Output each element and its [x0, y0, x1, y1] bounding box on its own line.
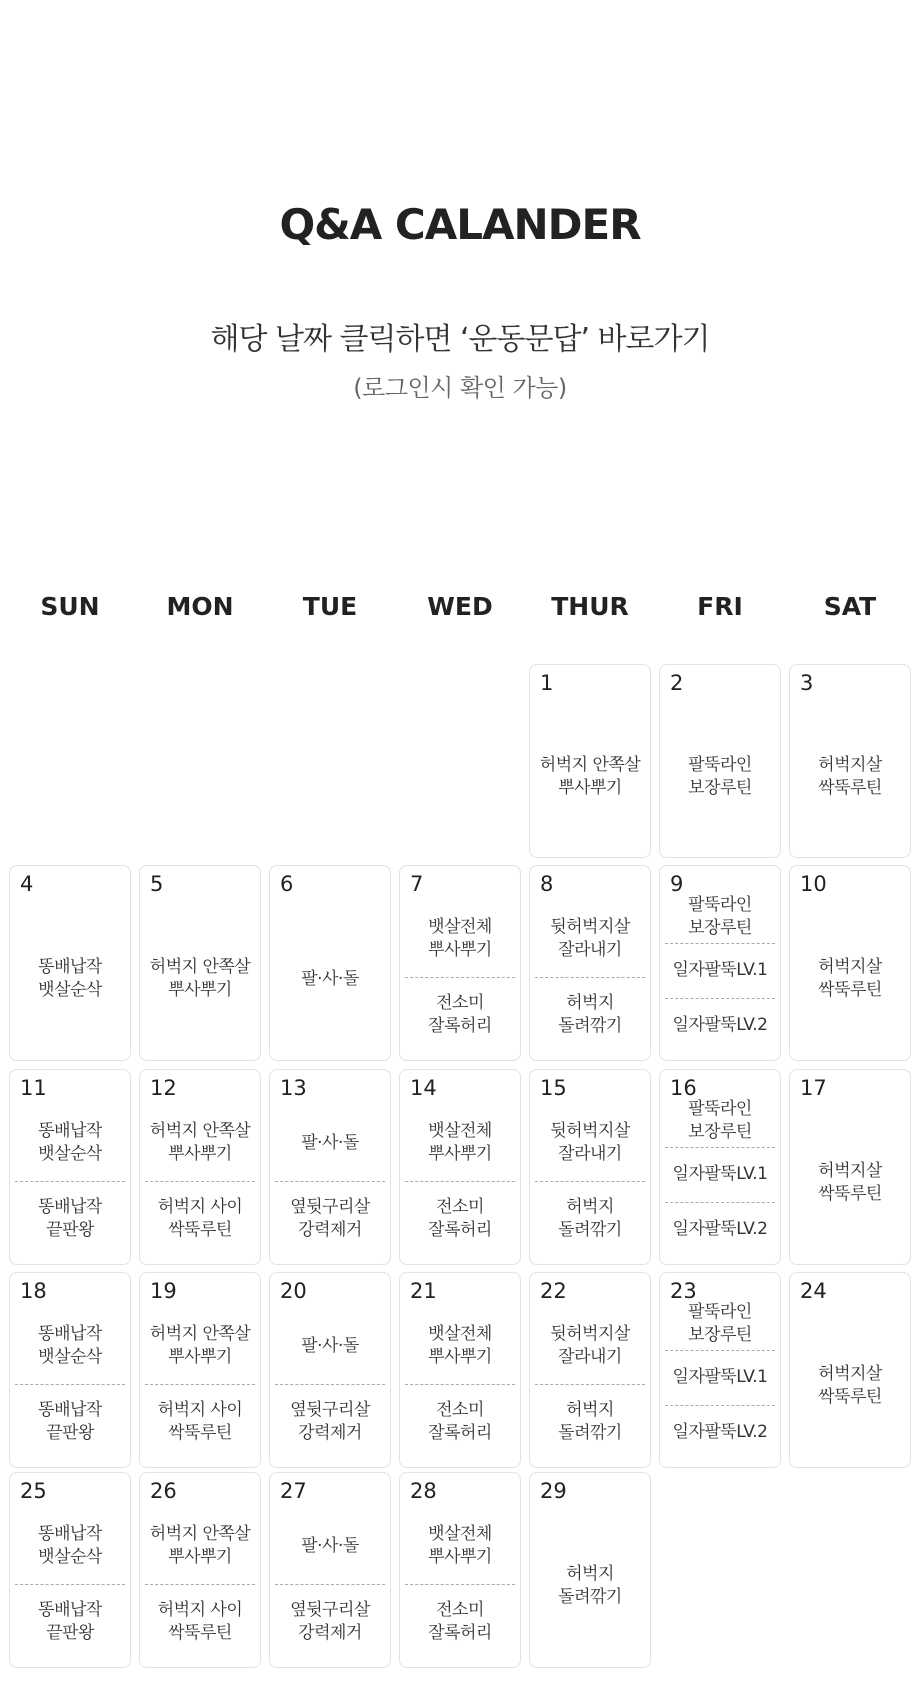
workout-list: [535, 1106, 645, 1256]
workout-list: [15, 1309, 125, 1459]
weekday-sun: SUN: [40, 592, 100, 621]
workout-list: [145, 1509, 255, 1659]
day-number: 12: [150, 1076, 177, 1100]
calendar-day-11[interactable]: [9, 1069, 131, 1265]
page-title: Q&A CALANDER: [279, 200, 641, 249]
calendar-day-4[interactable]: [9, 865, 131, 1061]
day-number: 27: [280, 1479, 307, 1503]
day-number: 28: [410, 1479, 437, 1503]
day-number: 26: [150, 1479, 177, 1503]
day-number: 20: [280, 1279, 307, 1303]
weekday-wed: WED: [427, 592, 493, 621]
workout-list: [405, 1309, 515, 1459]
day-number: 4: [20, 872, 34, 896]
workout-link[interactable]: 똥배납작 끝판왕: [15, 1181, 125, 1257]
calendar-day-21[interactable]: [399, 1272, 521, 1468]
calendar-day-10[interactable]: [789, 865, 911, 1061]
workout-list: [535, 1513, 645, 1659]
workout-list: [15, 1106, 125, 1256]
workout-link[interactable]: 허벅지 사이 싹뚝루틴: [145, 1584, 255, 1660]
calendar-day-27[interactable]: [269, 1472, 391, 1668]
day-number: 17: [800, 1076, 827, 1100]
day-number: 8: [540, 872, 554, 896]
calendar-day-18[interactable]: [9, 1272, 131, 1468]
workout-link[interactable]: 허벅지 안쪽살 뿌사뿌기: [149, 1324, 251, 1368]
calendar-day-26[interactable]: [139, 1472, 261, 1668]
calendar-day-12[interactable]: [139, 1069, 261, 1265]
day-number: 11: [20, 1076, 47, 1100]
workout-list: [15, 906, 125, 1052]
calendar-day-8[interactable]: [529, 865, 651, 1061]
workout-link[interactable]: 허벅지 안쪽살 뿌사뿌기: [149, 1524, 251, 1568]
calendar-day-29[interactable]: [529, 1472, 651, 1668]
workout-link[interactable]: 허벅지 안쪽살 뿌사뿌기: [149, 957, 251, 1000]
workout-link[interactable]: 전소미 잘록허리: [405, 1584, 515, 1660]
workout-list: [145, 1106, 255, 1256]
weekday-sat: SAT: [823, 592, 877, 621]
workout-list: [405, 1509, 515, 1659]
workout-link[interactable]: 허벅지 돌려깎기: [535, 977, 645, 1053]
day-number: 24: [800, 1279, 827, 1303]
workout-link[interactable]: 옆뒷구리살 강력제거: [275, 1584, 385, 1660]
day-number: 18: [20, 1279, 47, 1303]
workout-list: [405, 1106, 515, 1256]
workout-list: [275, 1509, 385, 1659]
workout-link[interactable]: 옆뒷구리살 강력제거: [275, 1384, 385, 1460]
workout-link[interactable]: 일자팔뚝LV.2: [665, 1405, 775, 1459]
day-number: 10: [800, 872, 827, 896]
calendar-day-16[interactable]: [659, 1069, 781, 1265]
workout-link[interactable]: 뱃살전체 뿌사뿌기: [428, 1324, 492, 1368]
calendar-day-15[interactable]: [529, 1069, 651, 1265]
workout-link[interactable]: 팔뚝라인 보장루틴: [688, 1301, 752, 1345]
workout-list: [145, 1309, 255, 1459]
calendar-day-9[interactable]: [659, 865, 781, 1061]
workout-link[interactable]: 허벅지살 싹뚝루틴: [818, 1161, 882, 1204]
workout-list: [795, 1110, 905, 1256]
workout-link[interactable]: 팔·사·돌: [301, 1535, 359, 1556]
calendar-day-25[interactable]: [9, 1472, 131, 1668]
workout-link[interactable]: 팔·사·돌: [301, 1335, 359, 1356]
day-number: 15: [540, 1076, 567, 1100]
calendar-day-1[interactable]: [529, 664, 651, 858]
workout-link[interactable]: 허벅지 돌려깎기: [535, 1181, 645, 1257]
workout-link[interactable]: 뒷허벅지살 잘라내기: [550, 1121, 630, 1165]
day-number: 19: [150, 1279, 177, 1303]
calendar-day-24[interactable]: [789, 1272, 911, 1468]
calendar-day-22[interactable]: [529, 1272, 651, 1468]
workout-link[interactable]: 똥배납작 뱃살순삭: [38, 1121, 102, 1165]
weekday-tue: TUE: [302, 592, 358, 621]
workout-link[interactable]: 똥배납작 뱃살순삭: [38, 1324, 102, 1368]
day-number: 14: [410, 1076, 437, 1100]
workout-list: [795, 1313, 905, 1459]
workout-link[interactable]: 팔뚝라인 보장루틴: [688, 894, 752, 938]
workout-link[interactable]: 똥배납작 끝판왕: [15, 1384, 125, 1460]
workout-list: [795, 705, 905, 849]
calendar-day-19[interactable]: [139, 1272, 261, 1468]
workout-link[interactable]: 허벅지 사이 싹뚝루틴: [145, 1384, 255, 1460]
workout-link[interactable]: 일자팔뚝LV.2: [665, 1202, 775, 1256]
day-number: 6: [280, 872, 294, 896]
weekday-fri: FRI: [697, 592, 743, 621]
workout-list: [665, 890, 775, 1052]
workout-list: [665, 1094, 775, 1256]
workout-link[interactable]: 일자팔뚝LV.2: [665, 998, 775, 1052]
workout-link[interactable]: 옆뒷구리살 강력제거: [275, 1181, 385, 1257]
day-number: 5: [150, 872, 164, 896]
workout-link[interactable]: 허벅지살 싹뚝루틴: [818, 957, 882, 1000]
day-number: 2: [670, 671, 684, 695]
workout-link[interactable]: 팔뚝라인 보장루틴: [688, 1098, 752, 1142]
workout-link[interactable]: 일자팔뚝LV.1: [665, 1147, 775, 1201]
day-number: 16: [670, 1076, 697, 1100]
workout-link[interactable]: 팔뚝라인 보장루틴: [688, 755, 752, 798]
weekday-thu: THUR: [551, 592, 629, 621]
calendar-day-7[interactable]: [399, 865, 521, 1061]
day-number: 25: [20, 1479, 47, 1503]
workout-link[interactable]: 뒷허벅지살 잘라내기: [550, 1324, 630, 1368]
workout-list: [665, 1297, 775, 1459]
calendar-day-5[interactable]: [139, 865, 261, 1061]
workout-link[interactable]: 허벅지살 싹뚝루틴: [818, 755, 882, 798]
workout-link[interactable]: 팔·사·돌: [301, 968, 359, 989]
workout-list: [275, 906, 385, 1052]
workout-list: [275, 1106, 385, 1256]
workout-link[interactable]: 허벅지 안쪽살 뿌사뿌기: [539, 755, 641, 798]
login-note: (로그인시 확인 가능): [353, 374, 567, 402]
workout-list: [405, 902, 515, 1052]
workout-link[interactable]: 허벅지 돌려깎기: [558, 1564, 622, 1607]
workout-link[interactable]: 뱃살전체 뿌사뿌기: [428, 1121, 492, 1165]
day-number: 23: [670, 1279, 697, 1303]
page-subtitle: 해당 날짜 클릭하면 ‘운동문답’ 바로가기: [210, 322, 710, 357]
day-number: 21: [410, 1279, 437, 1303]
calendar-day-6[interactable]: [269, 865, 391, 1061]
workout-link[interactable]: 전소미 잘록허리: [405, 1384, 515, 1460]
day-number: 1: [540, 671, 554, 695]
day-number: 7: [410, 872, 424, 896]
workout-list: [145, 906, 255, 1052]
day-number: 29: [540, 1479, 567, 1503]
calendar-day-17[interactable]: [789, 1069, 911, 1265]
workout-link[interactable]: 똥배납작 뱃살순삭: [38, 1524, 102, 1568]
workout-link[interactable]: 똥배납작 끝판왕: [15, 1584, 125, 1660]
calendar-day-20[interactable]: [269, 1272, 391, 1468]
calendar-day-13[interactable]: [269, 1069, 391, 1265]
workout-list: [275, 1309, 385, 1459]
workout-link[interactable]: 허벅지 안쪽살 뿌사뿌기: [149, 1121, 251, 1165]
workout-link[interactable]: 팔·사·돌: [301, 1132, 359, 1153]
workout-list: [535, 705, 645, 849]
calendar-day-3[interactable]: [789, 664, 911, 858]
workout-link[interactable]: 전소미 잘록허리: [405, 977, 515, 1053]
calendar-day-2[interactable]: [659, 664, 781, 858]
workout-list: [535, 1309, 645, 1459]
workout-list: [665, 705, 775, 849]
weekday-mon: MON: [166, 592, 234, 621]
workout-link[interactable]: 허벅지 돌려깎기: [535, 1384, 645, 1460]
workout-list: [15, 1509, 125, 1659]
workout-link[interactable]: 뱃살전체 뿌사뿌기: [428, 917, 492, 961]
day-number: 3: [800, 671, 814, 695]
calendar-day-14[interactable]: [399, 1069, 521, 1265]
workout-link[interactable]: 똥배납작 뱃살순삭: [38, 957, 102, 1000]
day-number: 22: [540, 1279, 567, 1303]
day-number: 13: [280, 1076, 307, 1100]
workout-link[interactable]: 일자팔뚝LV.1: [665, 943, 775, 997]
workout-link[interactable]: 전소미 잘록허리: [405, 1181, 515, 1257]
calendar-day-28[interactable]: [399, 1472, 521, 1668]
workout-link[interactable]: 허벅지 사이 싹뚝루틴: [145, 1181, 255, 1257]
day-number: 9: [670, 872, 684, 896]
workout-link[interactable]: 허벅지살 싹뚝루틴: [818, 1364, 882, 1407]
workout-link[interactable]: 일자팔뚝LV.1: [665, 1350, 775, 1404]
calendar-day-23[interactable]: [659, 1272, 781, 1468]
workout-link[interactable]: 뱃살전체 뿌사뿌기: [428, 1524, 492, 1568]
workout-link[interactable]: 뒷허벅지살 잘라내기: [550, 917, 630, 961]
workout-list: [795, 906, 905, 1052]
workout-list: [535, 902, 645, 1052]
